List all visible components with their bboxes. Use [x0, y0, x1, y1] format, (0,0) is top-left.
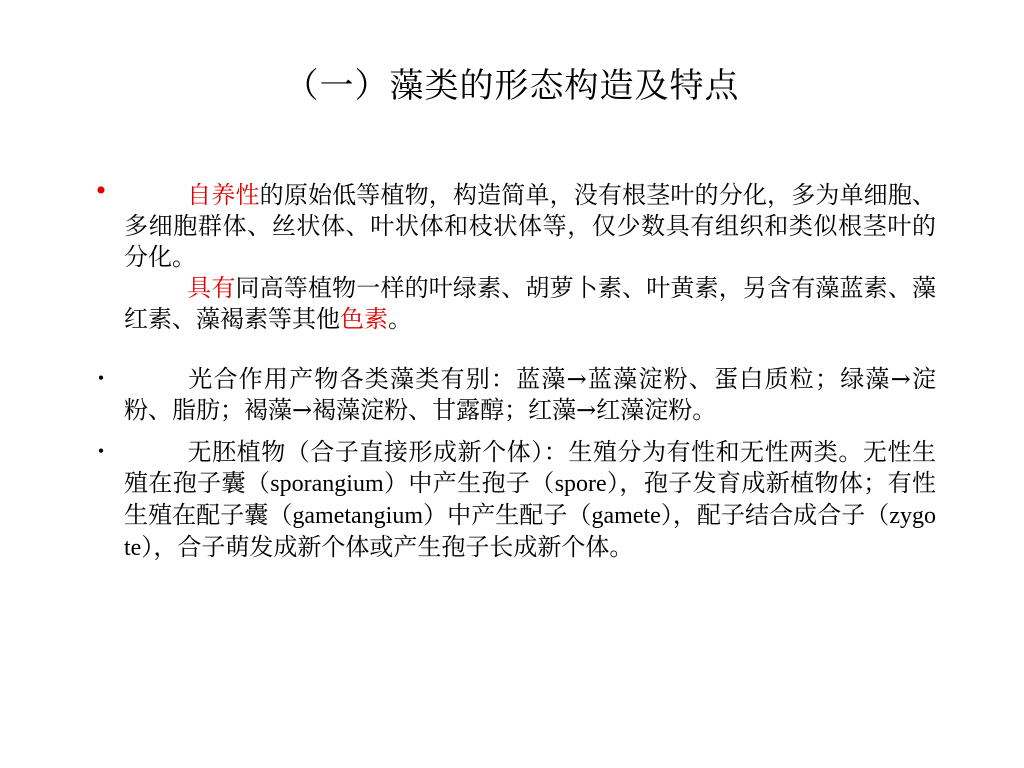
bullet-paragraph-1 — [124, 180, 936, 335]
term-gametangium: gametangium — [292, 503, 424, 529]
bullet-icon: • — [95, 174, 107, 207]
term-spore: spore — [554, 471, 607, 497]
bullet-paragraph-3 — [124, 437, 936, 564]
paragraph-text: 同高等植物一样的叶绿素、胡萝卜素、叶黄素，另含有藻蓝素、藻红素、藻褐素等其他 — [124, 274, 936, 333]
bullet-paragraph-2 — [124, 364, 936, 426]
paragraph-text: ），孢子发育成新植物体；有性生殖在配子囊（ — [124, 469, 937, 529]
bullet-icon: • — [97, 368, 105, 388]
paragraph-text: 无胚植物（合子直接形成新个体）：生殖分为有性和无性两类。无性生殖在孢子囊（ — [124, 438, 936, 497]
paragraph-text: 的原始低等植物，构造简单，没有根茎叶的分化，多为单细胞、多细胞群体、丝状体、叶状体和枝状体等，仅少数具有组织和类似根茎叶的分化。 — [124, 181, 937, 271]
paragraph-text: ）中产生孢子（ — [383, 469, 555, 497]
bullet-icon: • — [97, 441, 105, 461]
highlight-pigment: 色素 — [340, 305, 388, 333]
paragraph-text: ），合子萌发成新个体或产生孢子长成新个体。 — [141, 533, 634, 561]
term-gamete: gamete — [591, 503, 661, 529]
slide-title: （一）藻类的形态构造及特点 — [284, 66, 740, 106]
term-sporangium: sporangium — [270, 471, 384, 497]
highlight-autotrophic: 自养性 — [187, 181, 260, 209]
paragraph-text: 光合作用产物各类藻类有别：蓝藻→蓝藻淀粉、蛋白质粒；绿藻→淀粉、脂肪；褐藻→褐藻淀粉、甘露醇；红藻→红藻淀粉。 — [124, 365, 936, 424]
paragraph-text: 。 — [388, 305, 412, 333]
term-zygote: zygote — [124, 503, 937, 561]
highlight-possess: 具有 — [187, 274, 236, 302]
paragraph-text: ）中产生配子（ — [423, 501, 592, 529]
paragraph-text: ），配子结合成合子（ — [660, 501, 890, 529]
